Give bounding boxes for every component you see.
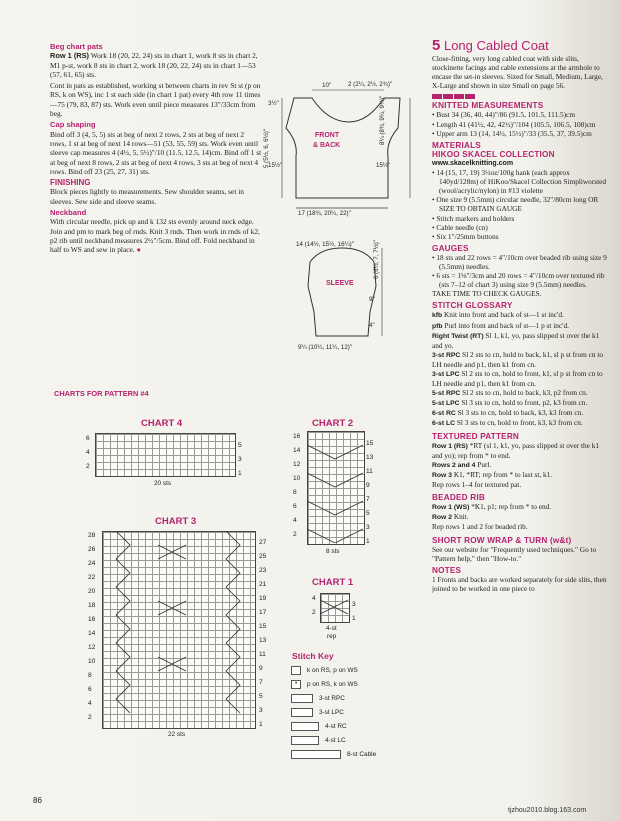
row-number: 26 [88, 546, 96, 553]
list-item: • 14 (15, 17, 19) 3½oz/100g hank (each approx 140yd/128m) of HiKoo/Skacel Collection Simpliworsted (wool/acrylic/nylon) in #13 violette [432, 168, 607, 196]
row-number: 12 [88, 644, 96, 651]
gauge-check: TAKE TIME TO CHECK GAUGES. [432, 289, 542, 299]
list-item: • Length 41 (41½, 42, 42½)"/104 (105.5, 106.5, 108)cm [432, 119, 596, 129]
key-item [291, 720, 376, 734]
glossary-item [432, 418, 610, 428]
list-item: • Six 1"/25mm buttons [432, 231, 499, 241]
row-number: 8 [293, 489, 297, 496]
row-number: 15 [259, 623, 267, 630]
pattern-title: Long Cabled Coat [443, 38, 549, 53]
glossary-item [432, 398, 610, 408]
row-number: 16 [88, 616, 96, 623]
row-number: 6 [86, 435, 90, 442]
chart3-title: CHART 3 [155, 516, 197, 527]
glossary-item [432, 350, 610, 369]
key-label: 8-st Cable [347, 751, 377, 758]
pattern-number: 5 [432, 37, 441, 54]
gauges-heading: GAUGES [432, 243, 469, 253]
glossary-term: kfb [432, 312, 443, 320]
pattern-row [432, 460, 610, 470]
chart1-rows-left [312, 595, 316, 623]
front-label-1: FRONT [315, 132, 340, 139]
textured-list [432, 441, 610, 490]
rc-4st-icon [291, 722, 319, 731]
row-number: 8 [88, 672, 92, 679]
row-number: 5 [366, 510, 370, 517]
chart2-rows-right [366, 440, 373, 552]
key-label: k on RS, p on WS [307, 667, 358, 674]
list-item: • Stitch markers and holders [432, 213, 515, 223]
notes-paragraph: 1 Fronts and backs are worked separately for side slits, then joined to be worked in one piece to [432, 574, 607, 593]
glossary-def: Sl 2 sts to cn, hold to back, k1, sl p st from cn to LH needle and p1, then k1 from cn. [432, 349, 604, 369]
materials-url[interactable]: www.skacelknitting.com [432, 159, 514, 167]
key-item [291, 734, 376, 748]
wrap-heading: SHORT ROW WRAP & TURN (w&t) [432, 535, 572, 545]
watermark: tjzhou2010.blog.163.com [508, 807, 587, 814]
gauges-list [432, 253, 610, 289]
row-number: 1 [238, 470, 242, 477]
row-number: 4 [293, 517, 297, 524]
row-def: K1, *RT; rep from * to last st, k1. [452, 469, 553, 479]
key-item [291, 678, 376, 692]
list-item: • Cable needle (cn) [432, 222, 488, 232]
chart1-title: CHART 1 [312, 577, 354, 588]
row-term: Row 3 [432, 471, 453, 479]
materials-subheading: HIKOO SKACEL COLLECTION [432, 149, 555, 159]
beg-chart-heading: Beg chart pats [50, 42, 103, 51]
glossary-def: Sl 3 sts to cn, hold to front, p2, k3 from cn. [459, 398, 588, 408]
chart3-cable-lines [102, 531, 254, 727]
sleeve-schematic [290, 240, 400, 350]
front-top-dim: 10" [322, 82, 332, 89]
key-label: p on RS, k on WS [307, 681, 358, 688]
list-item: • 6 sts = 1⅛"/3cm and 20 rows = 4"/10cm over textured rib (sts 7–12 of chart 3) using size 9 (5.5mm) needles. [432, 271, 605, 290]
glossary-def: Knit into front and back of st—1 st inc'd. [442, 310, 564, 320]
row-number: 1 [366, 538, 370, 545]
glossary-def: Sl 3 sts to cn, hold to back, k3, k3 from cn. [455, 408, 584, 418]
key-item [291, 748, 376, 762]
textured-heading: TEXTURED PATTERN [432, 431, 520, 441]
row-number: 13 [366, 454, 374, 461]
charts-heading: CHARTS FOR PATTERN #4 [54, 389, 149, 398]
row-number: 28 [88, 532, 96, 539]
glossary-term: 6-st RC [432, 410, 456, 418]
key-label: 3-st LPC [319, 709, 344, 716]
row-number: 3 [259, 707, 263, 714]
wrap-paragraph: See our website for "Frequently used techniques." Go to "Pattern help," then "How-to." [432, 544, 597, 563]
page-number: 86 [33, 796, 42, 805]
key-label: 4-st RC [325, 723, 347, 730]
key-item [291, 664, 376, 678]
row-def: Rep rows 1 and 2 for beaded rib. [432, 522, 528, 532]
finishing-paragraph: Block pieces lightly to measurements. Sew shoulder seams, set in sleeves. Sew side and sleeve seams. [50, 187, 244, 206]
materials-heading: MATERIALS [432, 140, 481, 150]
end-bullet-icon: ● [136, 245, 141, 255]
chart4-rows-right [238, 442, 242, 484]
row-number: 2 [88, 714, 92, 721]
glossary-list [432, 310, 610, 428]
lc-4st-icon [291, 736, 319, 745]
chart1-rows-right [352, 601, 356, 629]
row-number: 14 [293, 447, 301, 454]
row-term: Row 1 (RS) [432, 442, 468, 450]
row-number: 13 [259, 637, 267, 644]
front-bottom-dim: 17 (18¾, 20¼, 22)" [298, 210, 351, 217]
glossary-item [432, 310, 610, 320]
row-def: Purl. [475, 459, 492, 469]
front-left-b-dim: 5 (5½, 6, 6½)" [263, 129, 270, 168]
row-number: 2 [293, 531, 297, 538]
row-def: Knit. [452, 512, 469, 522]
row-number: 21 [259, 581, 267, 588]
list-item: • Bust 34 (36, 40, 44)"/86 (91.5, 101.5, 111.5)cm [432, 110, 576, 120]
chart4-grid [95, 433, 236, 477]
row-number: 27 [259, 539, 267, 546]
row-def: *RT (sl 1, k1, yo, pass slipped st over the k1 and yo); rep from * to end. [432, 440, 600, 460]
row-number: 10 [293, 475, 301, 482]
cap-heading: Cap shaping [50, 120, 96, 130]
front-left-a-dim: 3½" [268, 100, 279, 107]
row-term: Row 2 [432, 514, 453, 522]
row-number: 20 [88, 588, 96, 595]
glossary-def: Sl 3 sts to cn, hold to front, k3, k3 from cn. [455, 418, 583, 428]
cable-8st-icon [291, 750, 341, 759]
knit-square-icon [291, 666, 301, 675]
glossary-term: 3-st RPC [432, 351, 461, 359]
key-item [291, 706, 376, 720]
chart2-cable-lines [307, 431, 363, 543]
glossary-term: pfb [432, 322, 443, 330]
key-label: 3-st RPC [319, 695, 345, 702]
glossary-term: 3-st LPC [432, 371, 460, 378]
cap-paragraph: Bind off 3 (4, 5, 5) sts at beg of next 2 rows, 2 sts at beg of next 2 rows, 1 st at beg of next 14 rows—51 (53, 55, 59) sts. Work even until sleeve cap measures 4 (4½, 5, 5½)"/10 (11.5, 12.5, 14)cm. Bind off 1 st at beg of next 8 rows, 2 sts at beg of next 4 rows, 3 sts at beg of next 4 rows. Bind off 23 (25, 27, 31) sts. [50, 129, 262, 176]
row-number: 3 [238, 456, 242, 463]
row-number: 15 [366, 440, 374, 447]
pattern-row [432, 480, 610, 490]
finishing-heading: FINISHING [50, 178, 91, 188]
neckband-paragraph [50, 217, 262, 254]
row-def: Rep rows 1–4 for textured pat. [432, 480, 522, 490]
row-number: 2 [312, 609, 316, 616]
right-column [432, 38, 610, 595]
chart2-title: CHART 2 [312, 418, 354, 429]
chart1-cable-lines [320, 593, 348, 621]
neckband-text: With circular needle, pick up and k 132 sts evenly around neck edge. Join and pm to mark beg of rnds. Knit 3 rnds. Then work in rnds of k2, p2 rib until neckband measures 2½"/5cm. Bind off. Fold neckband in half to WS and sew in place. [50, 217, 260, 255]
glossary-term: 5-st LPC [432, 400, 460, 408]
sleeve-outline [308, 248, 376, 336]
row-term: Row 1 (WS) [432, 504, 470, 512]
row-term: Rows 2 and 4 [432, 461, 476, 469]
row-number: 4 [312, 595, 316, 602]
glossary-item [432, 331, 610, 350]
purl-dot-icon: • [291, 680, 301, 689]
chart2-footer: 8 sts [326, 548, 340, 555]
row-number: 5 [259, 693, 263, 700]
pattern-row [432, 502, 610, 512]
knitted-list [432, 110, 610, 137]
stitch-key-heading: Stitch Key [292, 651, 334, 661]
row1-text: Work 18 (20, 22, 24) sts in chart 1, work 8 sts in chart 2, M1 p-st, work 8 sts in chart 2, work 18 (20, 22, 24) sts in chart 1—53 (57, 61, 65) sts. [50, 51, 258, 79]
row-def: *K1, p1; rep from * to end. [469, 502, 552, 512]
glossary-def: Sl 2 sts to cn, hold to back, k3, p2 from cn. [460, 388, 588, 398]
glossary-item [432, 408, 610, 418]
chart3-footer: 22 sts [168, 731, 186, 738]
row-number: 19 [259, 595, 267, 602]
glossary-item [432, 369, 610, 388]
row-number: 2 [86, 463, 90, 470]
glossary-term: Right Twist (RT) [432, 332, 484, 340]
skill-level-icon [432, 92, 610, 98]
key-label: 4-st LC [325, 737, 346, 744]
row-number: 9 [366, 482, 370, 489]
front-top-right-dim: 2 (2¼, 2½, 2¾)" [348, 81, 393, 88]
row-number: 23 [259, 567, 267, 574]
glossary-item [432, 321, 610, 331]
row-number: 9 [259, 665, 263, 672]
neckband-heading: Neckband [50, 208, 87, 218]
row1-paragraph [50, 51, 262, 79]
row-number: 16 [293, 433, 301, 440]
row-number: 1 [352, 615, 356, 622]
list-item: • 18 sts and 22 rows = 4"/10cm over beaded rib using size 9 (5.5mm) needles. [432, 252, 607, 271]
sleeve-bottom-dim: 9¼ (10¼, 11¼, 12)" [298, 344, 353, 351]
glossary-term: 6-st LC [432, 420, 456, 428]
row-number: 11 [366, 468, 373, 475]
sleeve-right-b-dim: 9" [369, 296, 375, 303]
front-left-c-dim: 15½" [268, 162, 283, 169]
key-item [291, 692, 376, 706]
row-number: 7 [259, 679, 263, 686]
sleeve-top-dim: 14 (14½, 15½, 16¼)" [296, 241, 354, 248]
front-right-a-dim: 8¼ (8¾, 9¼, 9¾)" [379, 95, 386, 145]
row-number: 5 [238, 442, 242, 449]
row-number: 6 [88, 686, 92, 693]
notes-heading: NOTES [432, 565, 462, 575]
row-number: 18 [88, 602, 96, 609]
row-number: 11 [259, 651, 266, 658]
stitch-key-list [291, 664, 376, 762]
chart1-footer-a: 4-st [326, 625, 337, 632]
pattern-row [432, 512, 610, 522]
beaded-list [432, 502, 610, 532]
chart2-rows-left [293, 433, 300, 545]
list-item: • One size 9 (5.5mm) circular needle, 32"/80cm long OR SIZE TO OBTAIN GAUGE [432, 195, 599, 214]
glossary-term: 5-st RPC [432, 390, 461, 398]
row-number: 7 [366, 496, 370, 503]
row-number: 12 [293, 461, 301, 468]
row-number: 3 [352, 601, 356, 608]
intro-paragraph: Close-fitting, very long cabled coat with side slits, stockinette facings and cable extensions at the armhole to encase the set-in sleeves. Sized for Small, Medium, Large, X-Large and shown in size Small on page 56. [432, 54, 603, 91]
glossary-item [432, 388, 610, 398]
chart3-rows-right [259, 539, 266, 735]
pattern-row [432, 470, 610, 480]
front-back-schematic [262, 76, 422, 221]
lpc-3st-icon [291, 708, 313, 717]
rpc-3st-icon [291, 694, 313, 703]
row-number: 4 [88, 700, 92, 707]
pattern-row [432, 441, 610, 460]
chart4-rows-left [86, 435, 90, 477]
list-item: • Upper arm 13 (14, 14½, 15½)"/33 (35.5, 37, 39.5)cm [432, 128, 592, 138]
pattern-row [432, 522, 610, 532]
cont-paragraph: Cont in pats as established, working st between charts in rev St st (p on RS, k on WS), inc 1 st each side (in chart 1 pat) every 4th row 11 times—75 (79, 83, 87) sts. Work even until piece measures 13"/33cm from beg. [50, 81, 261, 119]
chart4-footer: 20 sts [154, 480, 172, 487]
row-number: 4 [86, 449, 90, 456]
row-number: 25 [259, 553, 267, 560]
front-right-b-dim: 15½" [376, 162, 391, 169]
glossary-def: Sl 2 sts to cn, hold to front, k1, sl p st from cn to LH needle and p1, then k1 from cn. [432, 369, 603, 389]
row-number: 14 [88, 630, 96, 637]
front-label-2: & BACK [313, 142, 341, 149]
left-column [50, 40, 262, 257]
knitted-heading: KNITTED MEASUREMENTS [432, 101, 544, 111]
chart4-title: CHART 4 [141, 418, 183, 429]
row1-label: Row 1 (RS) [50, 51, 90, 61]
glossary-def: Sl 1, k1, yo, pass slipped st over the k1 and yo. [432, 330, 600, 350]
sleeve-right-c-dim: 4" [369, 322, 375, 329]
chart1-footer-b: rep [327, 633, 337, 640]
row-number: 6 [293, 503, 297, 510]
row-number: 1 [259, 721, 263, 728]
glossary-heading: STITCH GLOSSARY [432, 301, 513, 311]
beaded-heading: BEADED RIB [432, 493, 485, 503]
row-number: 22 [88, 574, 96, 581]
row-number: 24 [88, 560, 96, 567]
sleeve-label: SLEEVE [326, 280, 354, 287]
sleeve-right-a-dim: 6 (6½, 7, 7½)" [373, 240, 380, 279]
row-number: 3 [366, 524, 370, 531]
materials-list [432, 168, 610, 241]
row-number: 10 [88, 658, 96, 665]
chart3-rows-left [88, 532, 95, 728]
pattern-title-row [432, 38, 610, 54]
row-number: 17 [259, 609, 267, 616]
glossary-def: Purl into front and back of st—1 p st inc'd. [442, 320, 569, 330]
